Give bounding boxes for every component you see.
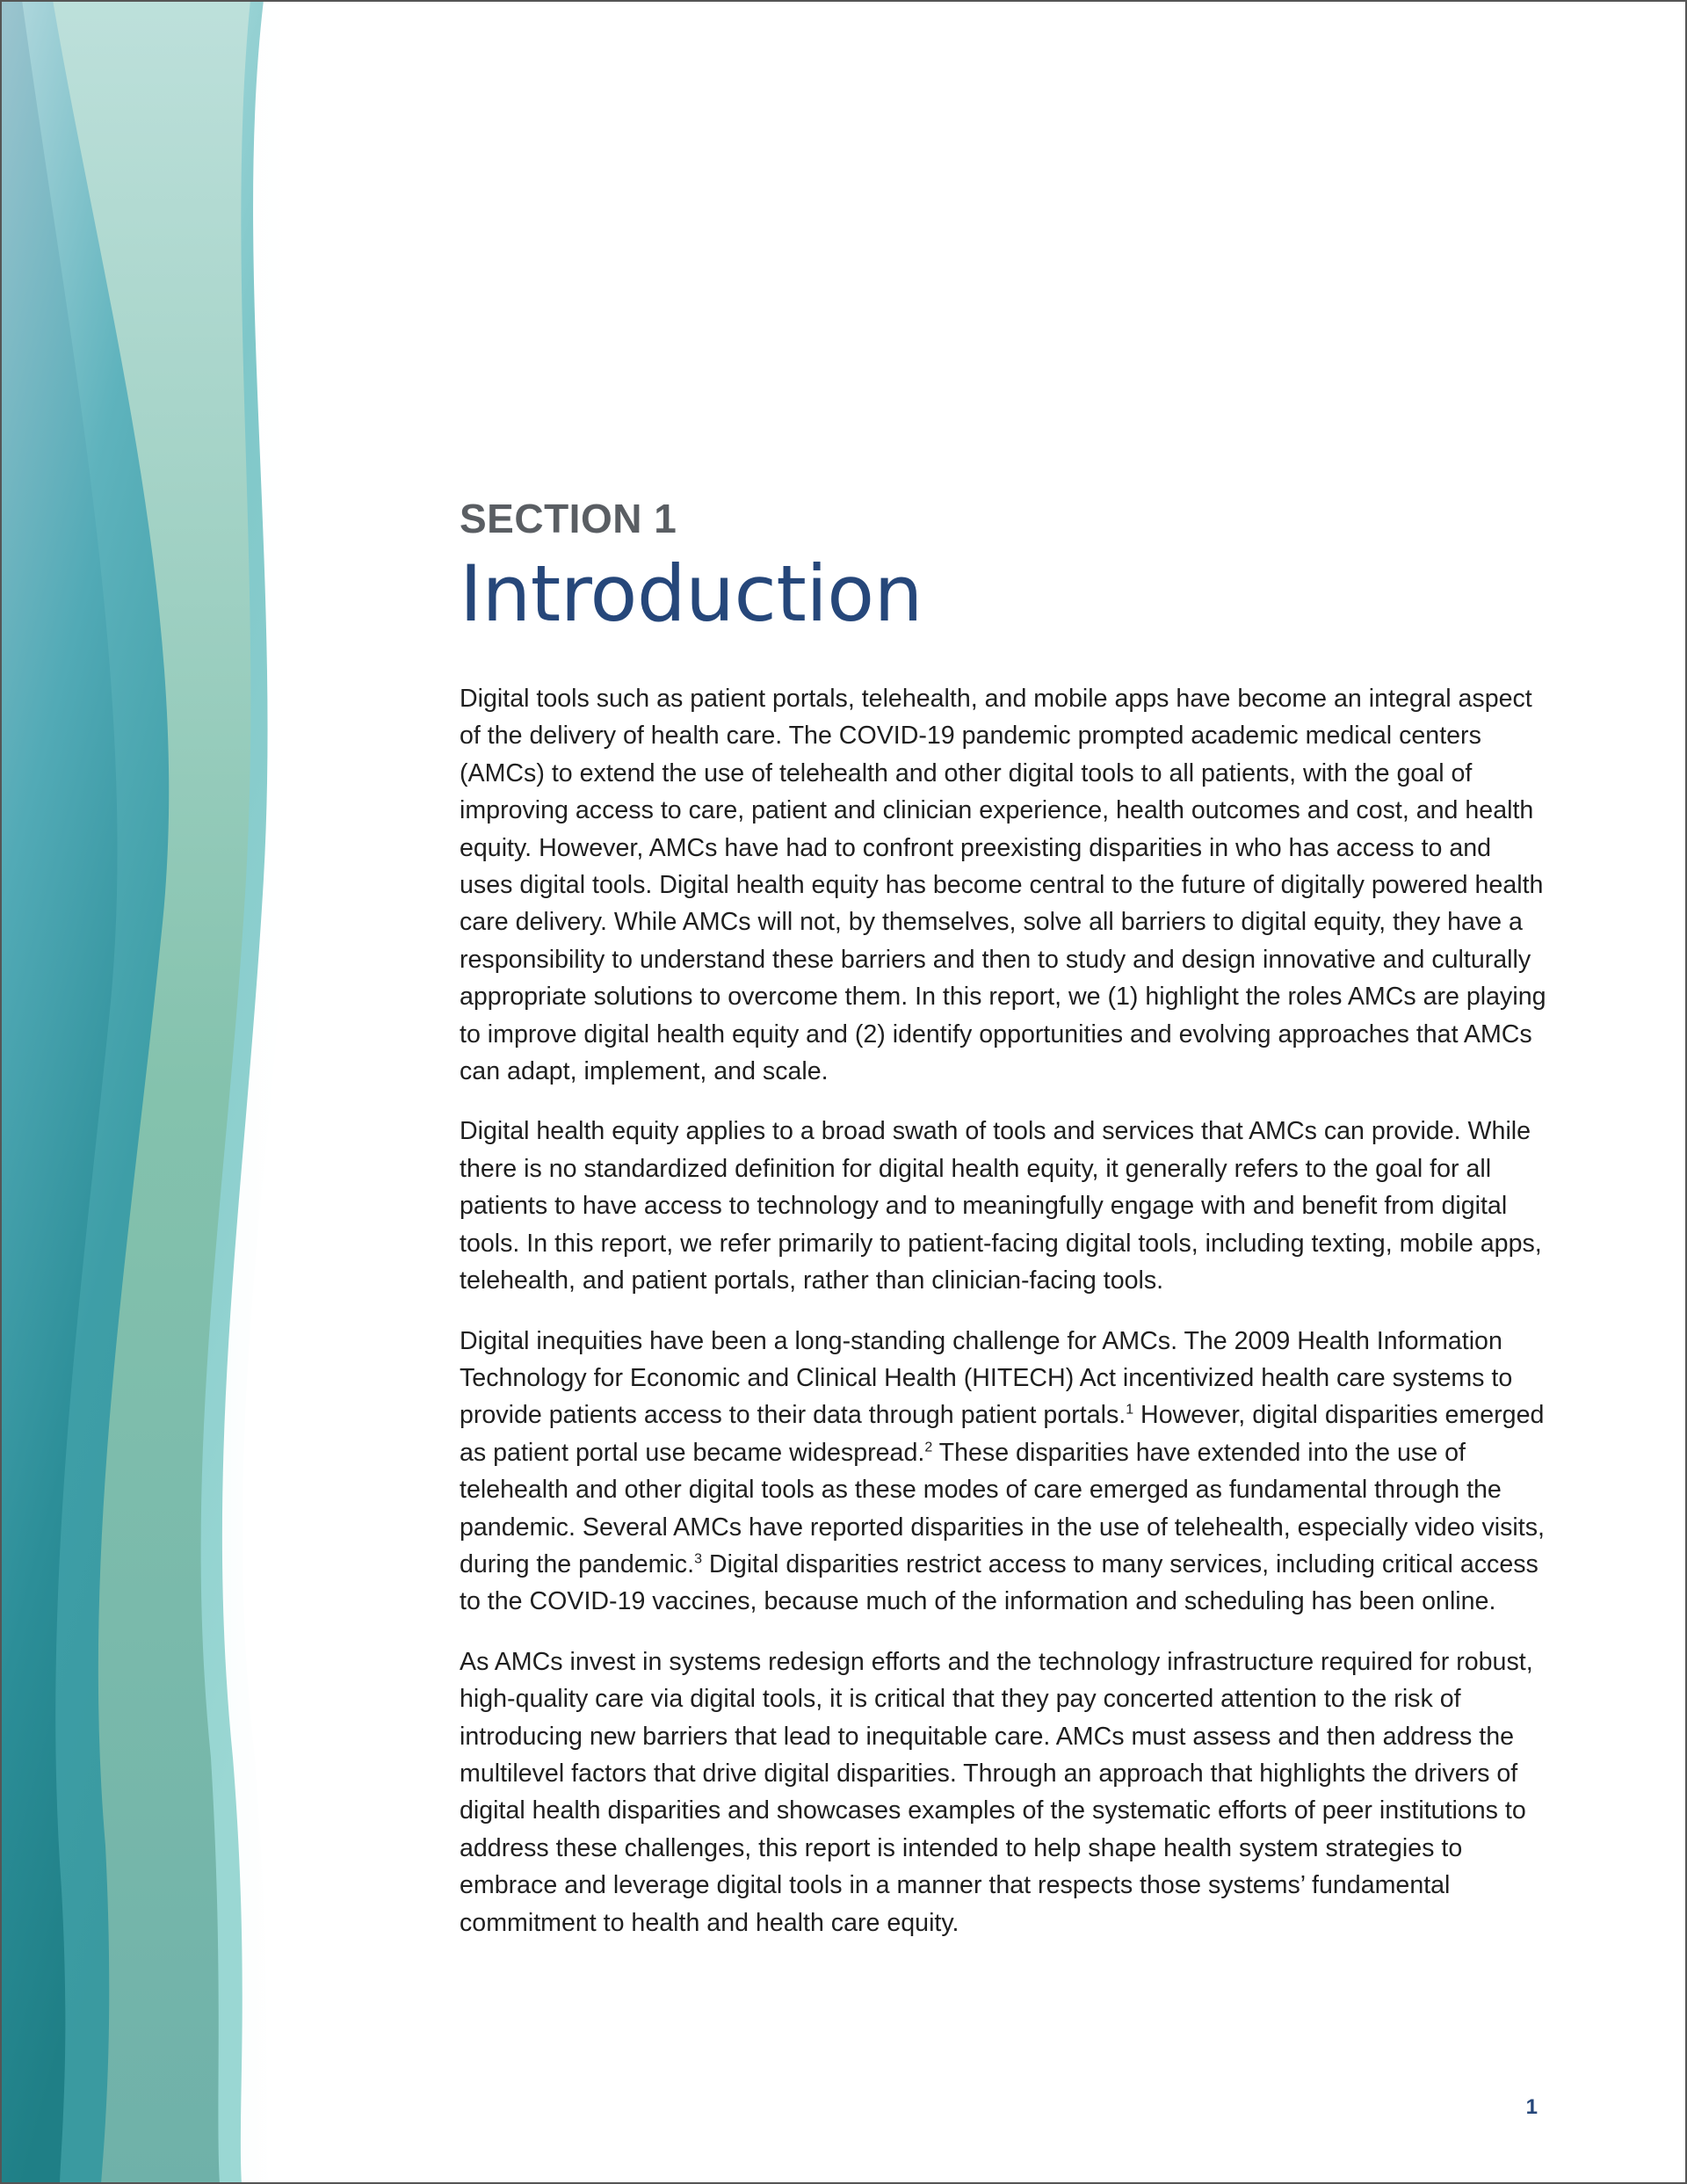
paragraph-segment: Digital inequities have been a long-standing challenge for AMCs. The 2009 Health Information Technology for Economic and Clinical Health (HITECH) Act incentivized health care systems to provide patients access to their data through patient portals. bbox=[460, 1326, 1513, 1430]
intro-paragraph-3 bbox=[460, 1323, 1549, 1621]
footnote-ref-2: 2 bbox=[924, 1440, 933, 1455]
section-label: SECTION 1 bbox=[460, 496, 677, 541]
main-content bbox=[460, 492, 1549, 1964]
intro-paragraph-2: Digital health equity applies to a broad swath of tools and services that AMCs can provide. While there is no standardized definition for digital health equity, it generally refers to the goal for all patients to have access to technology and to meaningfully engage with and benefit from digital tools. In this report, we refer primarily to patient-facing digital tools, including texting, mobile apps, telehealth, and patient portals, rather than clinician-facing tools. bbox=[460, 1117, 1542, 1295]
footnote-ref-1: 1 bbox=[1126, 1402, 1134, 1418]
page-number: 1 bbox=[1525, 2095, 1538, 2119]
paragraph-segment: These disparities have extended into the use of telehealth and other digital tools as these modes of care emerged as fundamental through the pandemic. Several AMCs have reported disparities in the use of telehealth, especially video visits, during the pandemic. bbox=[460, 1438, 1545, 1578]
paragraph-segment: Digital disparities restrict access to many services, including critical access to the COVID-19 vaccines, because much of the information and scheduling has been online. bbox=[460, 1549, 1539, 1616]
footnote-ref-3: 3 bbox=[694, 1551, 702, 1567]
paragraph-segment: However, digital disparities emerged as patient portal use became widespread. bbox=[460, 1401, 1545, 1467]
decorative-wave-graphic bbox=[0, 0, 369, 2184]
page-title: Introduction bbox=[460, 548, 923, 639]
intro-paragraph-4: As AMCs invest in systems redesign efforts and the technology infrastructure required for robust, high-quality care via digital tools, it is critical that they pay concerted attention to the risk of introducing new barriers that lead to inequitable care. AMCs must assess and then address the multilevel factors that drive digital disparities. Through an approach that highlights the drivers of digital health disparities and showcases examples of the systematic efforts of peer institutions to address these challenges, this report is intended to help shape health system strategies to embrace and leverage digital tools in a manner that respects those systems’ fundamental commitment to health and health care equity. bbox=[460, 1647, 1533, 1937]
intro-paragraph-1: Digital tools such as patient portals, telehealth, and mobile apps have become an integral aspect of the delivery of health care. The COVID-19 pandemic prompted academic medical centers (AMCs) to extend the use of telehealth and other digital tools to all patients, with the goal of improving access to care, patient and clinician experience, health outcomes and cost, and health equity. However, AMCs have had to confront preexisting disparities in who has access to and uses digital tools. Digital health equity has become central to the future of digitally powered health care delivery. While AMCs will not, by themselves, solve all barriers to digital equity, they have a responsibility to understand these barriers and then to study and design innovative and culturally appropriate solutions to overcome them. In this report, we (1) highlight the roles AMCs are playing to improve digital health equity and (2) identify opportunities and evolving approaches that AMCs can adapt, implement, and scale. bbox=[460, 685, 1546, 1086]
